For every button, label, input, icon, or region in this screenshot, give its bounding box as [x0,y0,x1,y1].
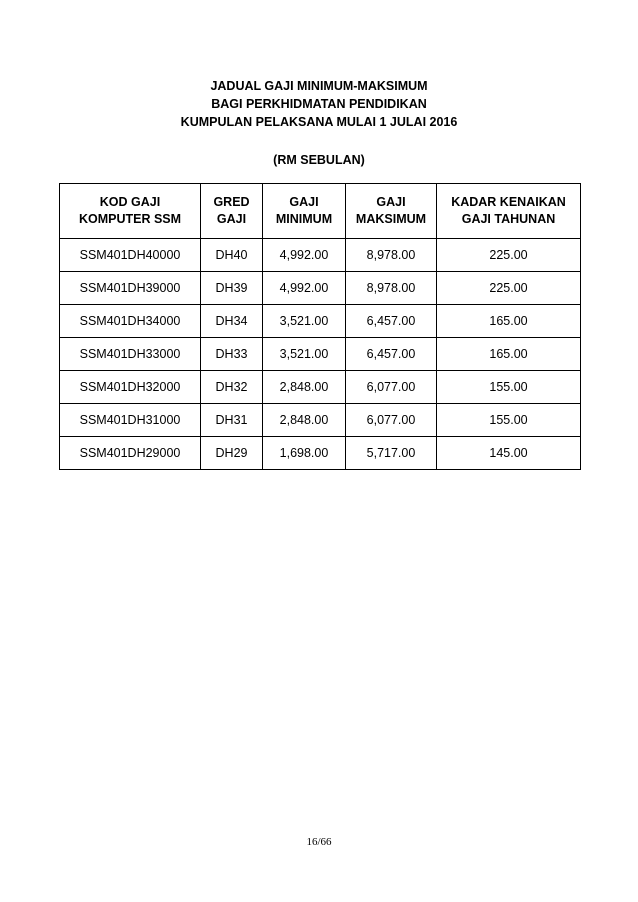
cell-gaji-minimum: 4,992.00 [263,239,346,272]
table-row [60,305,581,338]
header-kadar-kenaikan-line1: KADAR KENAIKAN [451,195,566,209]
cell-kadar-kenaikan: 145.00 [437,437,581,470]
title-line-1: JADUAL GAJI MINIMUM-MAKSIMUM [210,79,428,93]
header-kadar-kenaikan-line2: GAJI TAHUNAN [461,212,556,226]
cell-gred: DH32 [201,371,263,404]
table-row [60,272,581,305]
table-row [60,404,581,437]
header-kod-gaji-line2: KOMPUTER SSM [78,212,182,226]
header-gaji-maksimum-line2: MAKSIMUM [355,212,427,226]
header-kod-gaji [60,184,201,239]
table-header-row [60,184,581,239]
cell-kod-gaji: SSM401DH40000 [60,239,201,272]
cell-kod-gaji: SSM401DH33000 [60,338,201,371]
cell-gaji-minimum: 3,521.00 [263,305,346,338]
header-kod-gaji-line1: KOD GAJI [99,195,161,209]
cell-gred: DH33 [201,338,263,371]
cell-kod-gaji: SSM401DH34000 [60,305,201,338]
document-title [0,77,638,131]
cell-gred: DH31 [201,404,263,437]
cell-gaji-maksimum: 6,457.00 [346,338,437,371]
salary-table [59,183,581,470]
cell-kadar-kenaikan: 225.00 [437,272,581,305]
table-row [60,371,581,404]
cell-gaji-maksimum: 8,978.00 [346,272,437,305]
cell-gred: DH40 [201,239,263,272]
cell-gred: DH39 [201,272,263,305]
header-gaji-minimum-line2: MINIMUM [275,212,333,226]
cell-gred: DH34 [201,305,263,338]
cell-gaji-maksimum: 6,077.00 [346,371,437,404]
header-gaji-minimum [263,184,346,239]
cell-kod-gaji: SSM401DH31000 [60,404,201,437]
title-line-3: KUMPULAN PELAKSANA MULAI 1 JULAI 2016 [180,115,458,129]
title-line-2: BAGI PERKHIDMATAN PENDIDIKAN [211,97,427,111]
cell-kod-gaji: SSM401DH29000 [60,437,201,470]
header-kadar-kenaikan [437,184,581,239]
unit-label: (RM SEBULAN) [273,153,365,167]
cell-gaji-maksimum: 6,077.00 [346,404,437,437]
header-gaji-minimum-line1: GAJI [289,195,319,209]
page-number: 16/66 [306,836,332,848]
header-gred-gaji [201,184,263,239]
cell-gaji-maksimum: 8,978.00 [346,239,437,272]
header-gaji-maksimum [346,184,437,239]
cell-gaji-minimum: 3,521.00 [263,338,346,371]
cell-kadar-kenaikan: 165.00 [437,305,581,338]
header-gred-gaji-line2: GAJI [216,212,247,226]
cell-gaji-maksimum: 6,457.00 [346,305,437,338]
cell-gaji-minimum: 2,848.00 [263,404,346,437]
header-gaji-maksimum-line1: GAJI [376,195,406,209]
header-gred-gaji-line1: GRED [213,195,250,209]
table-row [60,338,581,371]
cell-kod-gaji: SSM401DH39000 [60,272,201,305]
table-row [60,437,581,470]
cell-kadar-kenaikan: 155.00 [437,371,581,404]
cell-kadar-kenaikan: 225.00 [437,239,581,272]
cell-gred: DH29 [201,437,263,470]
cell-kod-gaji: SSM401DH32000 [60,371,201,404]
cell-gaji-minimum: 4,992.00 [263,272,346,305]
cell-gaji-maksimum: 5,717.00 [346,437,437,470]
cell-kadar-kenaikan: 165.00 [437,338,581,371]
cell-kadar-kenaikan: 155.00 [437,404,581,437]
table-row [60,239,581,272]
cell-gaji-minimum: 1,698.00 [263,437,346,470]
cell-gaji-minimum: 2,848.00 [263,371,346,404]
